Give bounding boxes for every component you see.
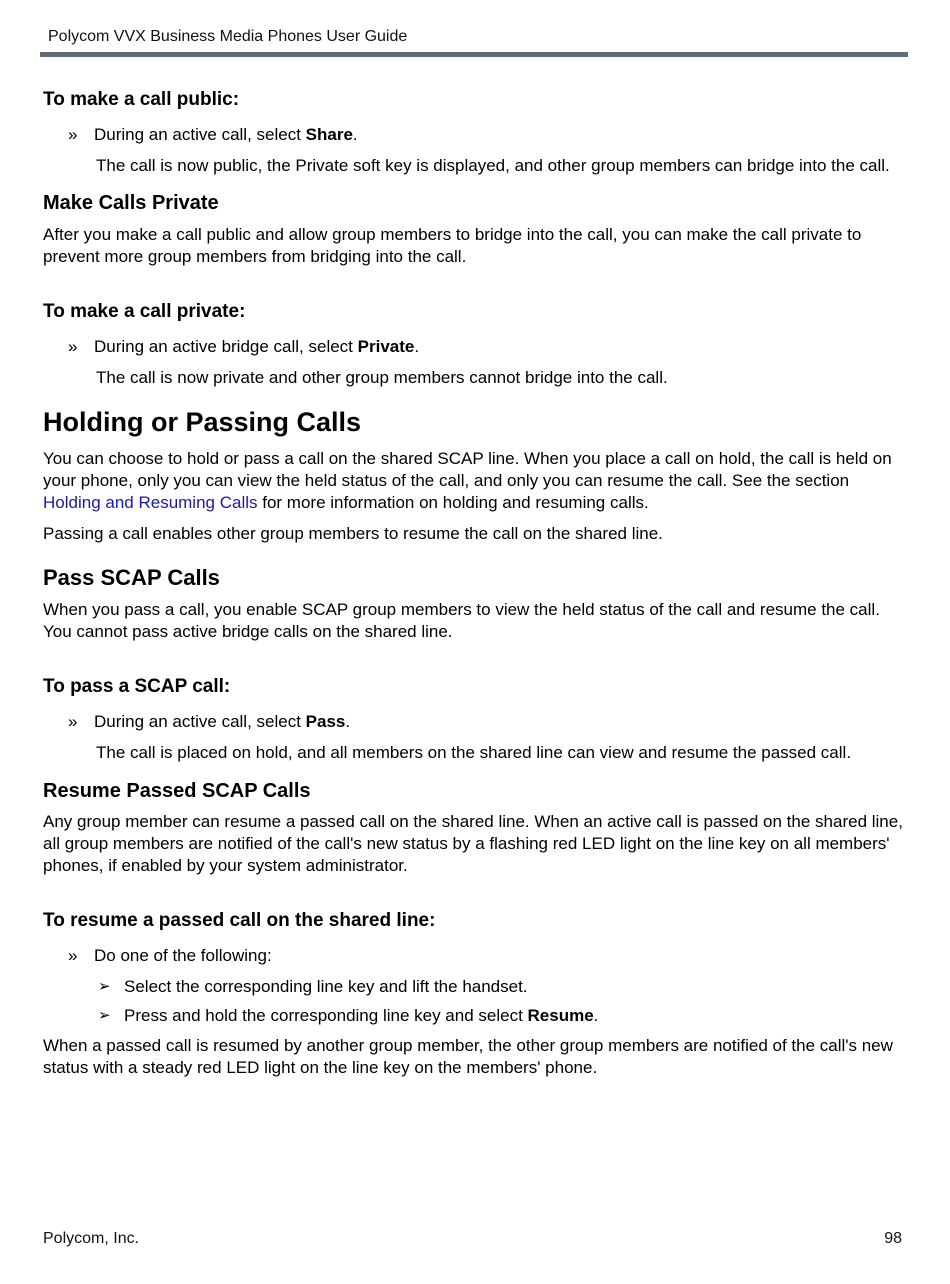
paragraph-holding-intro: You can choose to hold or pass a call on the shared SCAP line. When you place a call on hold, the call is held on your phone, only you can view the held status of the call, and only you can resume the call. See the section Holding and Resuming Calls for more information on holding and resuming calls. [43,449,892,512]
paragraph-pass-scap: When you pass a call, you enable SCAP group members to view the held status of the call and resume the call. You cannot pass active bridge calls on the shared line. [43,600,880,641]
heading-holding-or-passing-calls: Holding or Passing Calls [43,407,362,437]
pass-keyword: Pass [305,712,346,731]
step-private: » During an active bridge call, select Private. [68,337,420,356]
bullet-press-and-hold: ➢ Press and hold the corresponding line key and select Resume. [98,1006,599,1025]
page-content [43,88,903,1079]
paragraph-passing-enables: Passing a call enables other group members to resume the call on the shared line. [43,524,663,543]
step-share: » During an active call, select Share. [68,125,358,144]
private-keyword: Private [357,337,415,356]
step-marker: » [68,946,78,965]
step-marker: » [68,712,78,731]
step-do-one: » Do one of the following: [68,946,272,965]
heading-make-call-public: To make a call public: [43,89,240,110]
heading-pass-scap-call: To pass a SCAP call: [43,676,231,697]
footer-company: Polycom, Inc. [43,1230,140,1247]
footer-page-number: 98 [884,1230,902,1247]
result-pass: The call is placed on hold, and all members on the shared line can view and resume the passed call. [96,743,852,762]
heading-make-call-private: To make a call private: [43,301,246,322]
share-keyword: Share [305,125,353,144]
bullet-select-line-key: ➢ Select the corresponding line key and lift the handset. [98,977,528,996]
result-private: The call is now private and other group members cannot bridge into the call. [96,368,668,387]
heading-resume-passed-call: To resume a passed call on the shared line: [43,910,436,931]
resume-keyword: Resume [527,1006,594,1025]
heading-make-calls-private: Make Calls Private [43,192,219,214]
step-marker: » [68,337,78,356]
paragraph-resume-passed: Any group member can resume a passed call on the shared line. When an active call is passed on the shared line, all group members are notified of the call's new status by a flashing red LED light on the line key on all members' phones, if enabled by your system administrator. [43,812,903,875]
step-pass: » During an active call, select Pass. [68,712,351,731]
paragraph-make-calls-private: After you make a call public and allow group members to bridge into the call, you can make the call private to prevent more group members from bridging into the call. [43,225,862,266]
heading-resume-passed-scap-calls: Resume Passed SCAP Calls [43,780,311,802]
result-public: The call is now public, the Private soft key is displayed, and other group members can bridge into the call. [96,156,890,175]
paragraph-resume-closing: When a passed call is resumed by another group member, the other group members are notified of the call's new status with a steady red LED light on the line key on the members' phone. [43,1036,893,1077]
arrow-bullet-icon: ➢ [98,978,111,995]
link-holding-and-resuming-calls[interactable]: Holding and Resuming Calls [43,493,258,512]
running-header: Polycom VVX Business Media Phones User Guide [48,28,408,45]
header-rule [40,52,908,57]
arrow-bullet-icon: ➢ [98,1007,111,1024]
heading-pass-scap-calls: Pass SCAP Calls [43,565,220,590]
step-marker: » [68,125,78,144]
